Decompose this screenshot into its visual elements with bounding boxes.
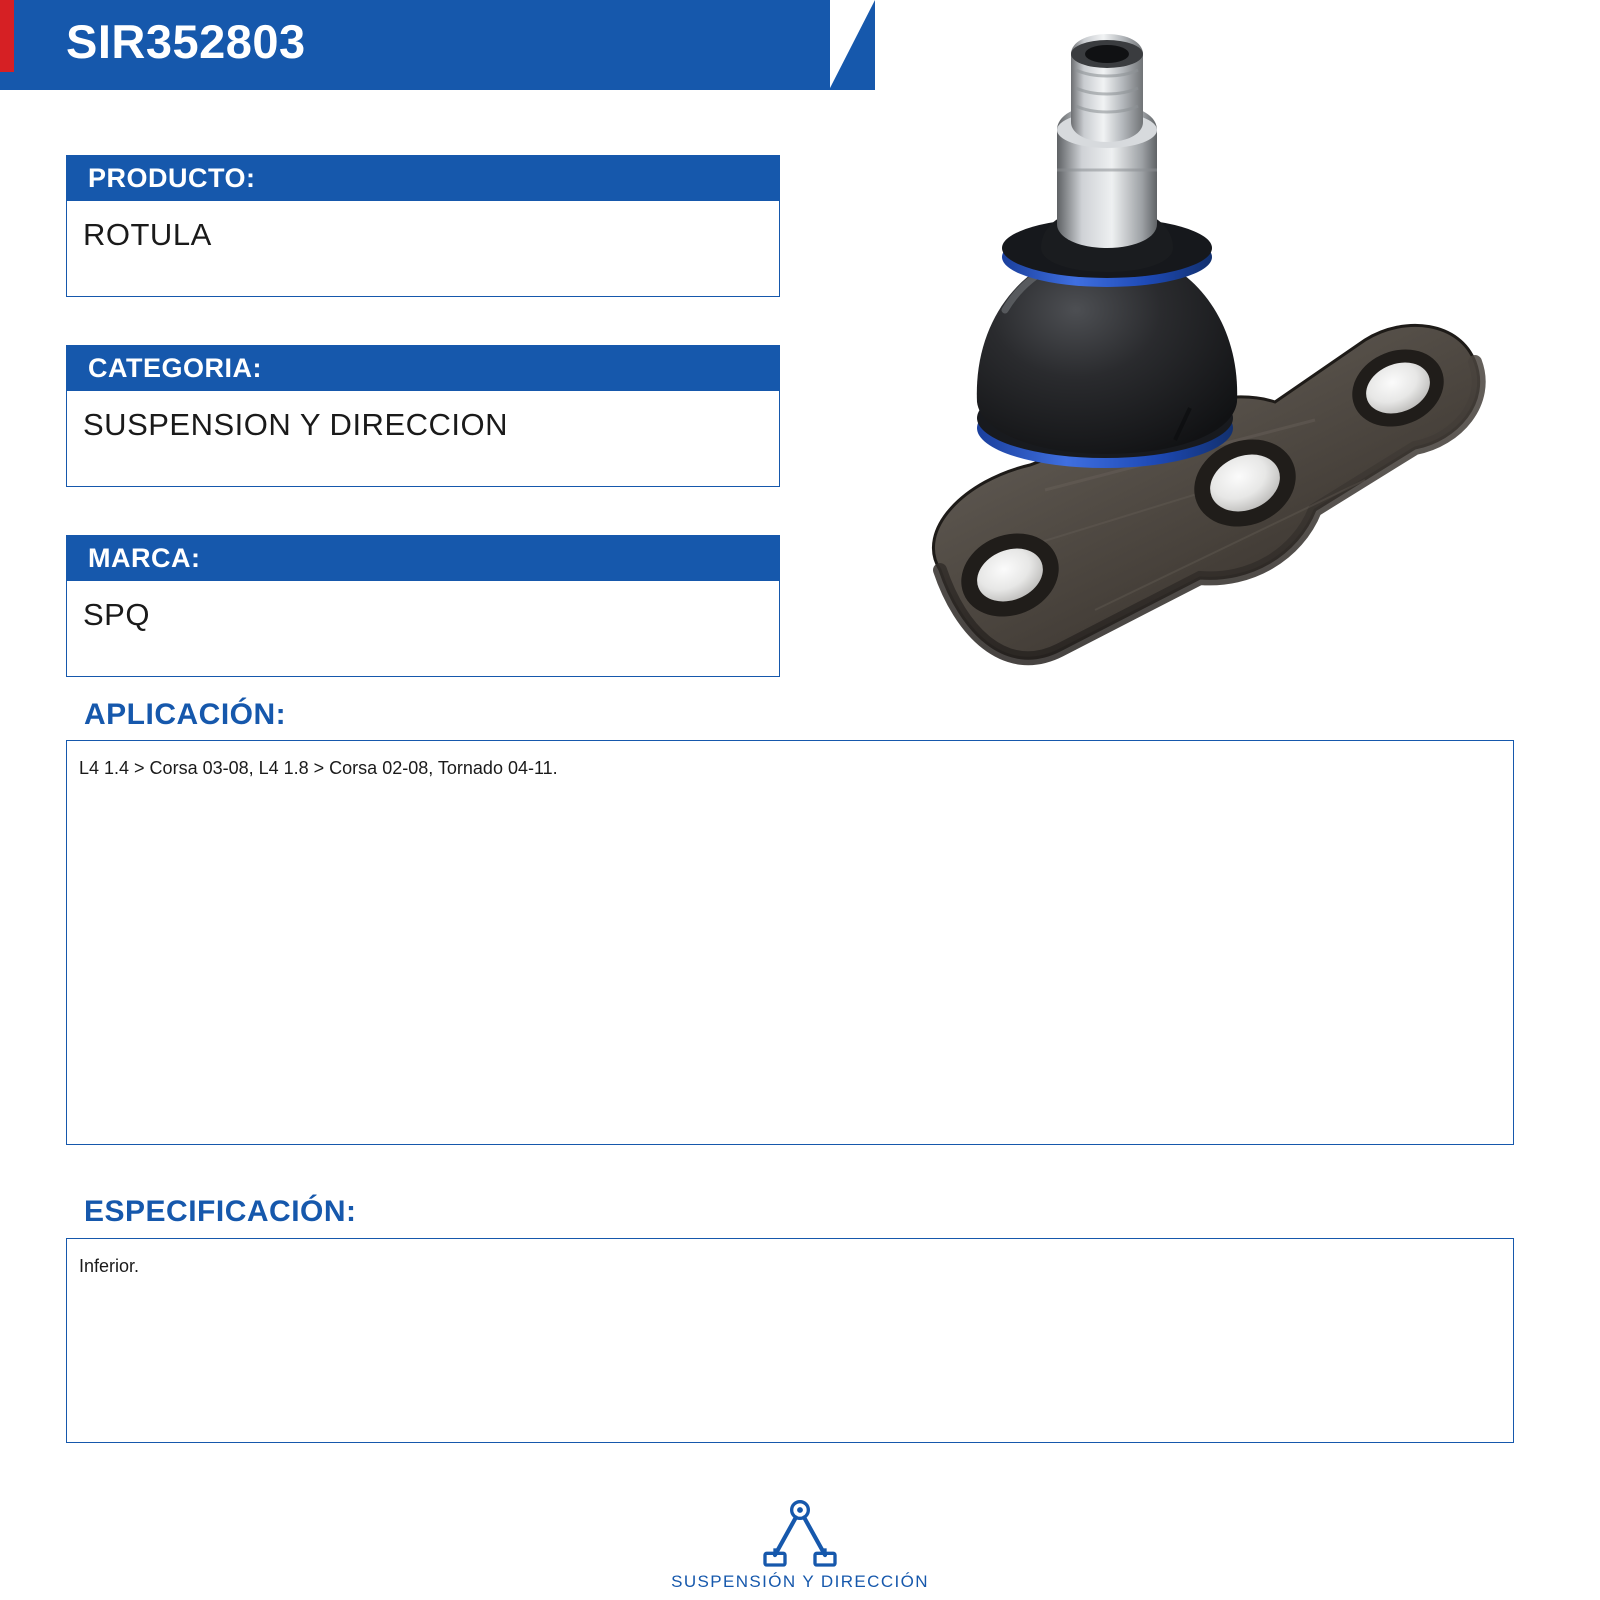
aplicacion-box xyxy=(66,740,1514,1145)
field-marca-value: SPQ xyxy=(66,581,780,677)
footer xyxy=(0,1500,1600,1592)
ball-joint-photo xyxy=(845,10,1585,710)
threaded-stud xyxy=(1071,34,1143,142)
field-producto-value: ROTULA xyxy=(66,201,780,297)
header-accent-stripe xyxy=(0,0,14,72)
field-producto xyxy=(66,155,780,297)
field-marca-label: MARCA: xyxy=(66,535,780,581)
aplicacion-text: L4 1.4 > Corsa 03-08, L4 1.8 > Corsa 02-08, Tornado 04-11. xyxy=(79,758,558,778)
field-categoria-value: SUSPENSION Y DIRECCION xyxy=(66,391,780,487)
field-producto-label: PRODUCTO: xyxy=(66,155,780,201)
field-categoria xyxy=(66,345,780,487)
field-categoria-label: CATEGORIA: xyxy=(66,345,780,391)
field-marca xyxy=(66,535,780,677)
footer-label: SUSPENSIÓN Y DIRECCIÓN xyxy=(671,1572,929,1591)
especificacion-text: Inferior. xyxy=(79,1256,140,1276)
especificacion-box xyxy=(66,1238,1514,1443)
aplicacion-heading: APLICACIÓN: xyxy=(84,698,287,731)
page-title: SIR352803 xyxy=(66,15,306,68)
especificacion-heading: ESPECIFICACIÓN: xyxy=(84,1195,357,1228)
suspension-arm-icon xyxy=(757,1500,843,1570)
